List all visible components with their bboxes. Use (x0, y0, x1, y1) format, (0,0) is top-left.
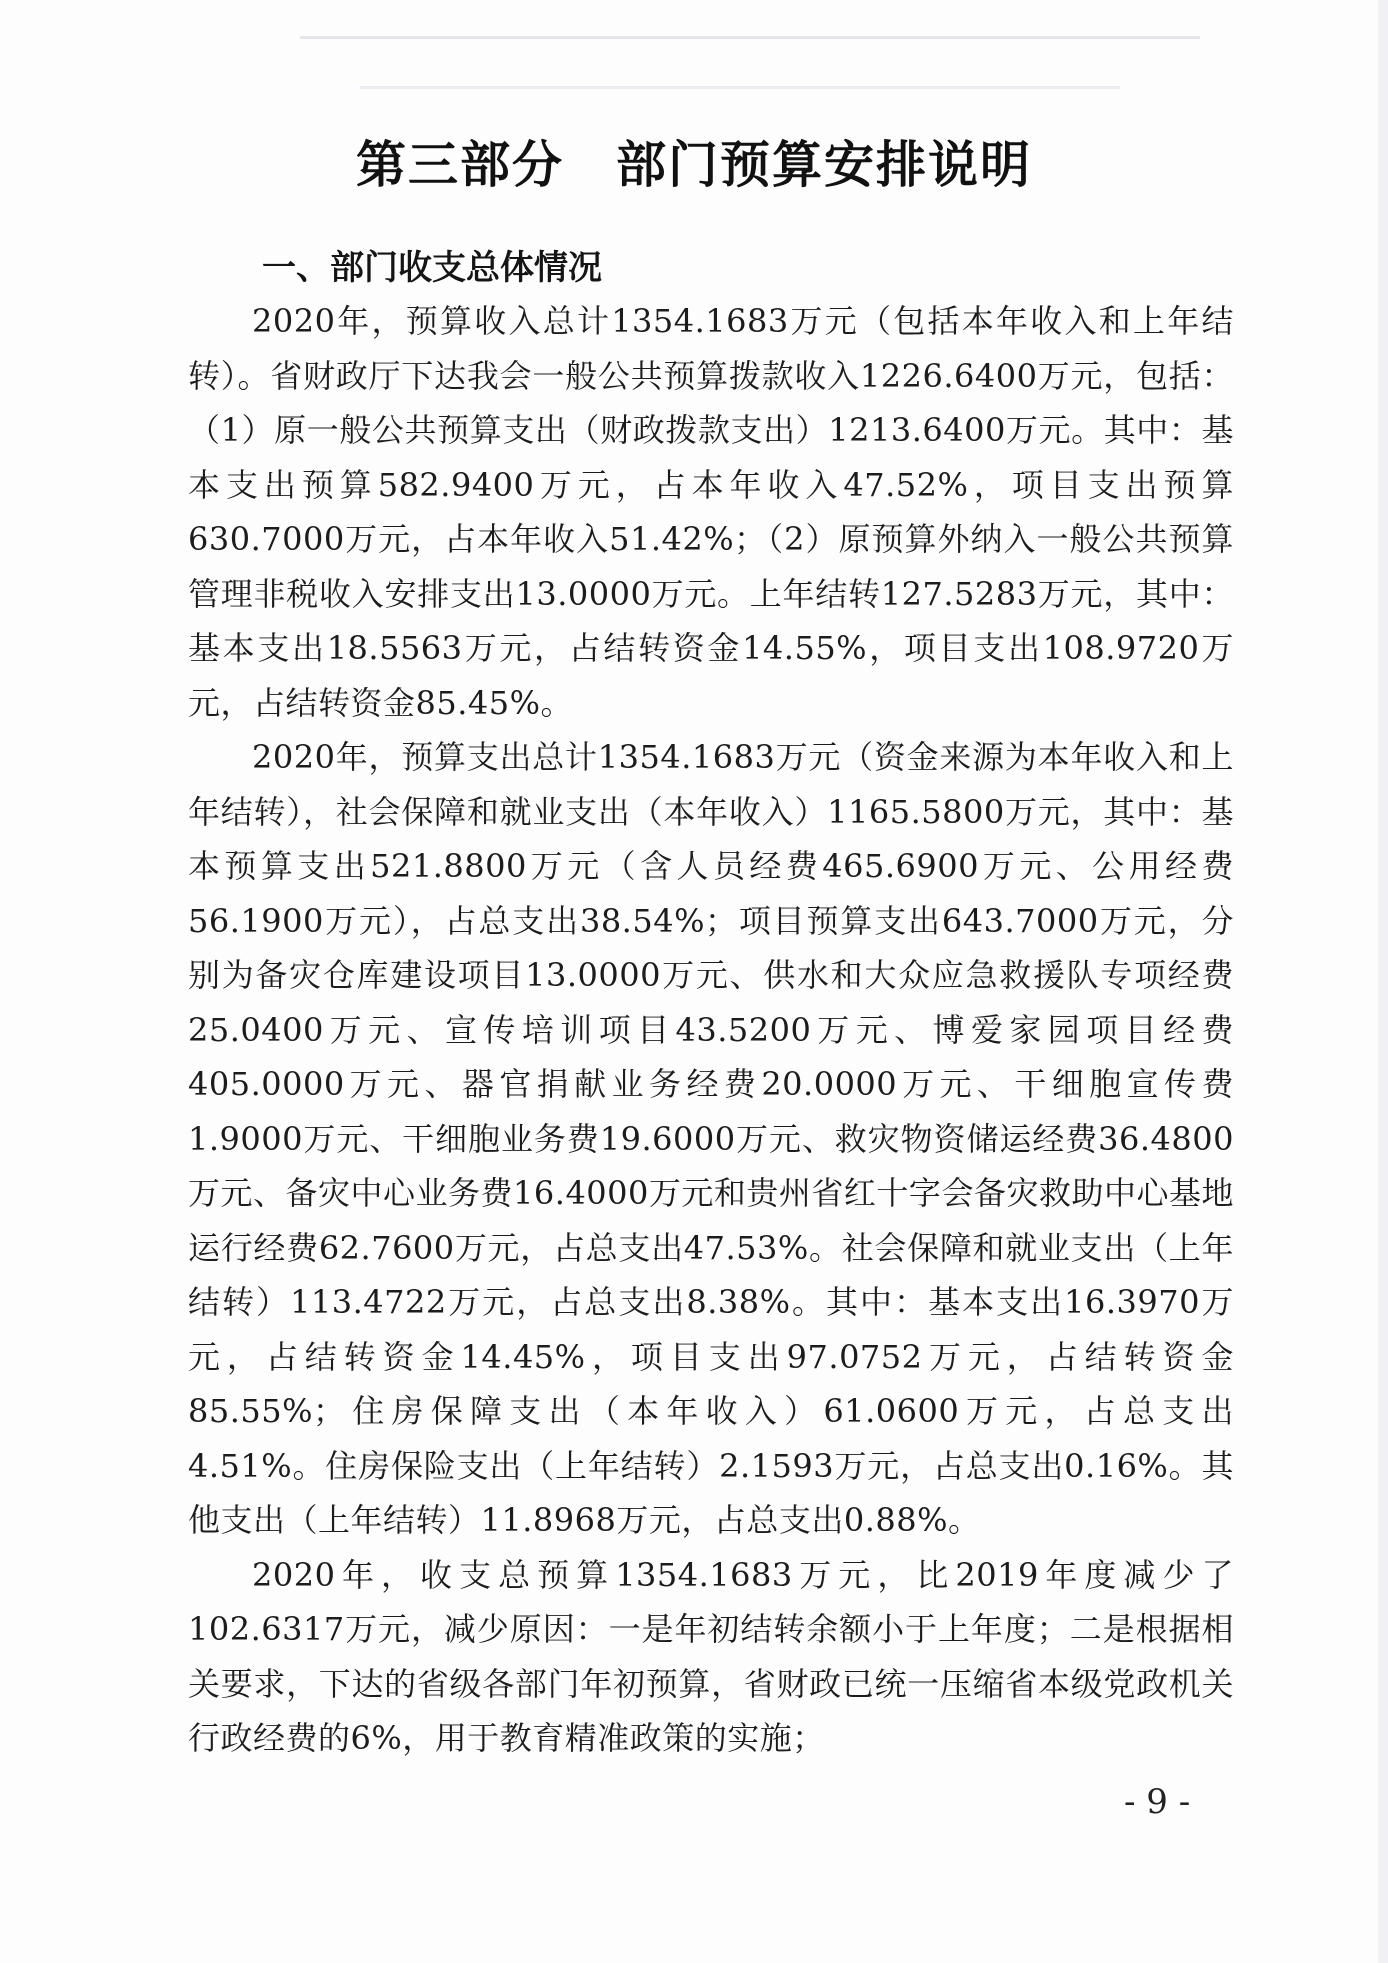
section-heading: 一、部门收支总体情况 (262, 248, 602, 288)
paragraph-comparison: 2020年，收支总预算1354.1683万元，比2019年度减少了102.6317万元，减少原因：一是年初结转余额小于上年度；二是根据相关要求，下达的省级各部门年初预算，省财政已统一压缩省本级党政机关行政经费的6%，用于教育精准政策的实施； (188, 1555, 1234, 1757)
paragraph-income: 2020年，预算收入总计1354.1683万元（包括本年收入和上年结转）。省财政厅下达我会一般公共预算拨款收入1226.6400万元，包括：（1）原一般公共预算支出（财政拨款支出）1213.6400万元。其中：基本支出预算582.9400万元，占本年收入47.52%，项目支出预算630.7000万元，占本年收入51.42%；（2）原预算外纳入一般公共预算管理非税收入安排支出13.0000万元。上年结转127.5283万元，其中：基本支出18.5563万元，占结转资金14.55%，项目支出108.9720万元，占结转资金85.45%。 (188, 302, 1234, 722)
page-number: - 9 - (1124, 1782, 1191, 1822)
scan-artifact (360, 86, 1120, 89)
paragraph-expenditure: 2020年，预算支出总计1354.1683万元（资金来源为本年收入和上年结转），社会保障和就业支出（本年收入）1165.5800万元，其中：基本预算支出521.8800万元（含人员经费465.6900万元、公用经费56.1900万元），占总支出38.54%；项目预算支出643.7000万元，分别为备灾仓库建设项目13.0000万元、供水和大众应急救援队专项经费25.0400万元、宣传培训项目43.5200万元、博爱家园项目经费405.0000万元、器官捐献业务经费20.0000万元、干细胞宣传费1.9000万元、干细胞业务费19.6000万元、救灾物资储运经费36.4800万元、备灾中心业务费16.4000万元和贵州省红十字会备灾救助中心基地运行经费62.7600万元，占总支出47.53%。社会保障和就业支出（上年结转）113.4722万元，占总支出8.38%。其中：基本支出16.3970万元，占结转资金14.45%，项目支出97.0752万元，占结转资金85.55%；住房保障支出（本年收入）61.0600万元，占总支出4.51%。住房保险支出（上年结转）2.1593万元，占总支出0.16%。其他支出（上年结转）11.8968万元，占总支出0.88%。 (188, 738, 1234, 1539)
scan-artifact (300, 36, 1200, 39)
scan-edge (1378, 0, 1388, 1963)
body-text (188, 294, 1234, 1766)
page-title: 第三部分 部门预算安排说明 (356, 135, 1032, 194)
